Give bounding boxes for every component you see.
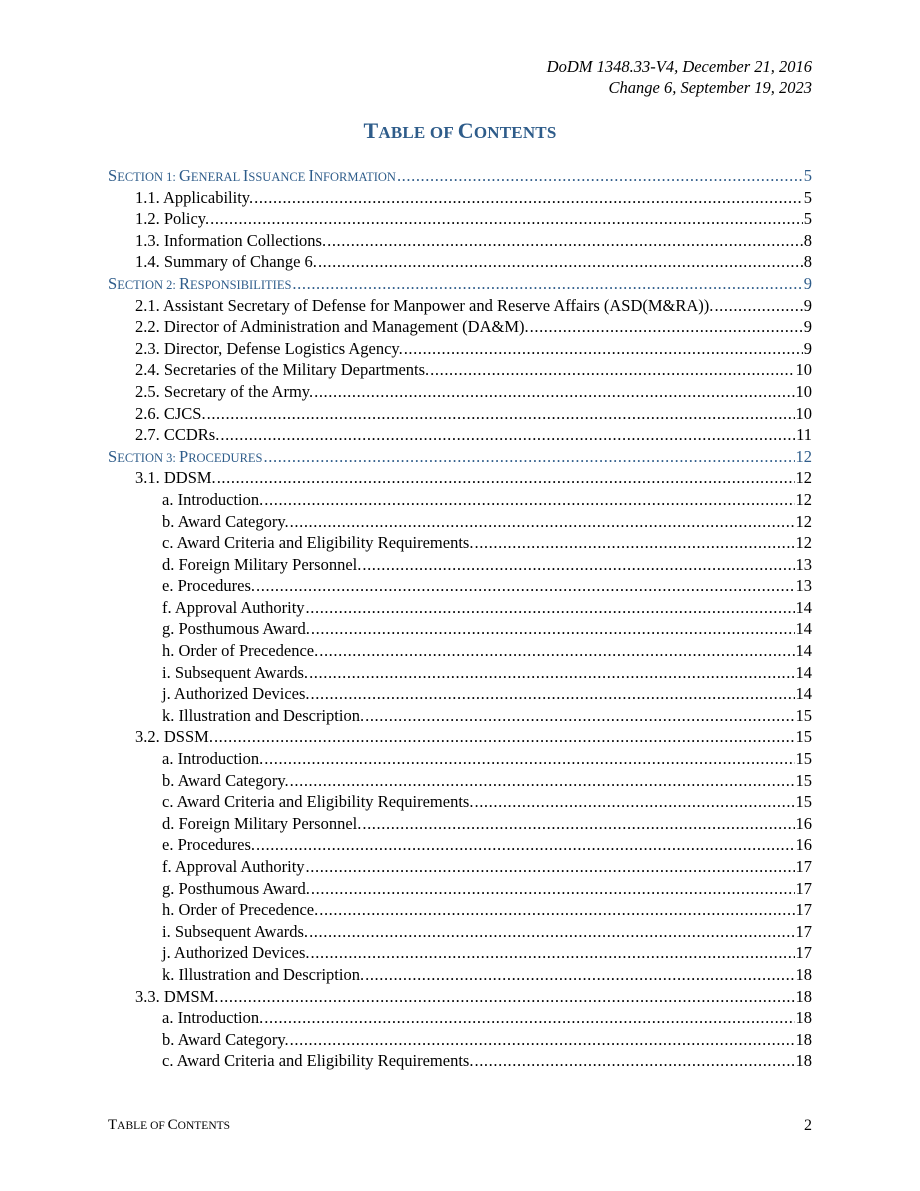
toc-page-number: 16 <box>795 813 812 833</box>
toc-subsection-link[interactable] <box>108 251 812 273</box>
toc-subsection-link[interactable] <box>108 986 812 1008</box>
toc-entry-label: 1.2. Policy. <box>135 209 210 229</box>
toc-paragraph-link[interactable] <box>108 834 812 856</box>
toc-page-number: 12 <box>795 489 812 509</box>
toc-page-number: 14 <box>795 597 812 617</box>
toc-dot-leader <box>264 489 794 511</box>
toc-entry-label: 1.3. Information Collections. <box>135 230 327 250</box>
toc-paragraph-link[interactable] <box>108 662 812 684</box>
toc-dot-leader <box>309 662 794 684</box>
toc-dot-leader <box>474 791 794 813</box>
toc-dot-leader <box>314 381 794 403</box>
footer-small-caps: ABLE OF <box>117 1120 168 1132</box>
toc-entry-label: j. Authorized Devices. <box>162 943 310 963</box>
toc-page-number: 9 <box>803 273 812 293</box>
toc-paragraph-link[interactable] <box>108 618 812 640</box>
toc-paragraph-link[interactable] <box>108 748 812 770</box>
toc-entry-label: 2.2. Director of Administration and Management (DA&M). <box>135 317 529 337</box>
toc-entry-label: a. Introduction. <box>162 749 264 769</box>
toc-entry-label: i. Subsequent Awards. <box>162 921 309 941</box>
document-header <box>547 56 812 98</box>
toc-page-number: 10 <box>795 403 812 423</box>
toc-entry-label: 2.4. Secretaries of the Military Departments. <box>135 360 430 380</box>
toc-page-number: 10 <box>795 360 812 380</box>
toc-subsection-link[interactable] <box>108 359 812 381</box>
toc-paragraph-link[interactable] <box>108 856 812 878</box>
toc-dot-leader <box>530 316 803 338</box>
footer-cap: C <box>167 1117 178 1133</box>
toc-entry-label: b. Award Category. <box>162 1029 289 1049</box>
toc-page-number: 12 <box>795 511 812 531</box>
toc-subsection-link[interactable] <box>108 424 812 446</box>
toc-dot-leader <box>264 748 794 770</box>
toc-page-number: 5 <box>803 166 812 185</box>
footer-section-label <box>108 1117 230 1134</box>
toc-page-number: 13 <box>795 554 812 574</box>
toc-entry-label: b. Award Category. <box>162 770 289 790</box>
toc-page-number: 5 <box>803 209 812 229</box>
toc-subsection-link[interactable] <box>108 316 812 338</box>
toc-section-link[interactable] <box>108 273 812 295</box>
toc-entry-label: h. Order of Precedence. <box>162 641 319 661</box>
toc-paragraph-link[interactable] <box>108 791 812 813</box>
toc-dot-leader <box>327 230 803 252</box>
toc-entry-label: j. Authorized Devices. <box>162 684 310 704</box>
toc-dot-leader <box>474 1050 794 1072</box>
toc-entry-label: SECTION 2: RESPONSIBILITIES <box>108 273 292 293</box>
toc-entry-label: b. Award Category. <box>162 511 289 531</box>
toc-paragraph-link[interactable] <box>108 1029 812 1051</box>
toc-entry-label: c. Award Criteria and Eligibility Requirements. <box>162 792 474 812</box>
toc-dot-leader <box>210 208 803 230</box>
toc-paragraph-link[interactable] <box>108 640 812 662</box>
toc-entry-label: f. Approval Authority <box>162 597 305 617</box>
toc-dot-leader <box>219 986 794 1008</box>
toc-dot-leader <box>292 273 802 295</box>
toc-dot-leader <box>318 251 803 273</box>
toc-paragraph-link[interactable] <box>108 899 812 921</box>
toc-dot-leader <box>207 403 795 425</box>
toc-entry-label: c. Award Criteria and Eligibility Requirements. <box>162 1051 474 1071</box>
toc-page-number: 15 <box>795 792 812 812</box>
toc-page-number: 18 <box>795 964 812 984</box>
toc-entry-label: 2.1. Assistant Secretary of Defense for Manpower and Reserve Affairs (ASD(M&RA)). <box>135 295 714 315</box>
toc-entry-label: SECTION 1: GENERAL ISSUANCE INFORMATION <box>108 166 396 185</box>
toc-dot-leader <box>256 575 794 597</box>
toc-dot-leader <box>290 770 795 792</box>
toc-page-number: 8 <box>803 230 812 250</box>
toc-page-number: 8 <box>803 252 812 272</box>
toc-page-number: 17 <box>795 900 812 920</box>
toc-dot-leader <box>264 1007 794 1029</box>
header-directive-line: DoDM 1348.33-V4, December 21, 2016 <box>546 57 812 76</box>
toc-paragraph-link[interactable] <box>108 921 812 943</box>
toc-paragraph-link[interactable] <box>108 489 812 511</box>
toc-page-number: 15 <box>795 770 812 790</box>
toc-page-number: 9 <box>803 295 812 315</box>
toc-page-number: 18 <box>795 986 812 1006</box>
toc-section-link[interactable] <box>108 446 812 468</box>
toc-entry-label: 3.2. DSSM. <box>135 727 213 747</box>
toc-page-number: 9 <box>803 317 812 337</box>
toc-subsection-link[interactable] <box>108 381 812 403</box>
toc-page-number: 12 <box>795 446 812 466</box>
toc-page-number: 14 <box>795 641 812 661</box>
toc-page-number: 15 <box>795 727 812 747</box>
toc-page-number: 18 <box>795 1008 812 1028</box>
toc-entry-label: f. Approval Authority <box>162 857 305 876</box>
toc-page-number: 14 <box>795 684 812 704</box>
toc-page-number: 18 <box>795 1051 812 1071</box>
toc-paragraph-link[interactable] <box>108 511 812 533</box>
toc-entry-label: k. Illustration and Description. <box>162 705 365 725</box>
footer-small-caps: ONTENTS <box>177 1120 231 1132</box>
toc-entry-label: d. Foreign Military Personnel. <box>162 813 362 833</box>
toc-entry-label: g. Posthumous Award. <box>162 619 310 639</box>
toc-page-number: 13 <box>795 576 812 596</box>
header-change-line: Change 6, September 19, 2023 <box>608 78 812 97</box>
toc-paragraph-link[interactable] <box>108 878 812 900</box>
toc-page-number: 12 <box>795 533 812 553</box>
toc-entry-label: k. Illustration and Description. <box>162 964 365 984</box>
document-footer <box>108 1117 812 1139</box>
toc-dot-leader <box>220 424 795 446</box>
title-small-caps: ONTENTS <box>473 123 557 142</box>
toc-section-link[interactable] <box>108 165 812 187</box>
toc-entry-label: d. Foreign Military Personnel. <box>162 554 362 574</box>
toc-entry-label: 3.3. DMSM. <box>135 986 219 1006</box>
toc-paragraph-link[interactable] <box>108 683 812 705</box>
toc-page-number: 17 <box>795 921 812 941</box>
toc-dot-leader <box>430 359 794 381</box>
toc-paragraph-link[interactable] <box>108 942 812 964</box>
toc-entry-label: a. Introduction. <box>162 1008 264 1028</box>
toc-page-number: 12 <box>795 468 812 488</box>
toc-dot-leader <box>254 187 803 209</box>
toc-subsection-link[interactable] <box>108 338 812 360</box>
toc-page-number: 15 <box>795 749 812 769</box>
toc-page-number: 9 <box>803 338 812 358</box>
toc-entry-label: e. Procedures. <box>162 835 256 855</box>
toc-dot-leader <box>319 899 794 921</box>
toc-page-number: 17 <box>795 943 812 963</box>
page-number: 2 <box>804 1117 812 1134</box>
toc-entry-label: 2.5. Secretary of the Army. <box>135 381 314 401</box>
toc-dot-leader <box>474 532 794 554</box>
toc-dot-leader <box>309 921 794 943</box>
toc-dot-leader <box>214 726 795 748</box>
toc-paragraph-link[interactable] <box>108 964 812 986</box>
toc-dot-leader <box>290 511 795 533</box>
toc-paragraph-link[interactable] <box>108 575 812 597</box>
toc-dot-leader <box>264 446 795 468</box>
toc-entry-label: a. Introduction. <box>162 489 264 509</box>
title-cap-t: T <box>363 118 379 143</box>
toc-page-number: 17 <box>795 857 812 876</box>
toc-dot-leader <box>365 964 794 986</box>
toc-dot-leader <box>311 942 795 964</box>
toc-subsection-link[interactable] <box>108 295 812 317</box>
toc-dot-leader <box>362 813 794 835</box>
toc-page-number: 15 <box>795 705 812 725</box>
toc-dot-leader <box>290 1029 795 1051</box>
toc-page-number: 14 <box>795 662 812 682</box>
toc-dot-leader <box>311 618 795 640</box>
toc-subsection-link[interactable] <box>108 467 812 489</box>
toc-entry-label: 2.7. CCDRs. <box>135 425 220 445</box>
title-small-caps: ABLE OF <box>378 123 458 142</box>
title-cap-c: C <box>457 118 474 143</box>
toc-paragraph-link[interactable] <box>108 597 812 619</box>
toc-entry-label: 3.1. DDSM. <box>135 468 216 488</box>
toc-entry-label: i. Subsequent Awards. <box>162 662 309 682</box>
toc-dot-leader <box>319 640 794 662</box>
toc-entry-label: 2.3. Director, Defense Logistics Agency. <box>135 338 403 358</box>
page-title <box>0 118 920 144</box>
toc-entry-label: g. Posthumous Award. <box>162 878 310 898</box>
toc-entry-label: c. Award Criteria and Eligibility Requirements. <box>162 533 474 553</box>
toc-subsection-link[interactable] <box>108 230 812 252</box>
toc-page-number: 17 <box>795 878 812 898</box>
toc-dot-leader <box>306 597 795 619</box>
toc-dot-leader <box>365 705 794 727</box>
table-of-contents <box>108 165 812 1072</box>
toc-dot-leader <box>362 554 794 576</box>
toc-dot-leader <box>311 683 795 705</box>
toc-paragraph-link[interactable] <box>108 770 812 792</box>
toc-paragraph-link[interactable] <box>108 813 812 835</box>
toc-subsection-link[interactable] <box>108 208 812 230</box>
toc-subsection-link[interactable] <box>108 187 812 209</box>
toc-dot-leader <box>404 338 803 360</box>
toc-paragraph-link[interactable] <box>108 1007 812 1029</box>
toc-dot-leader <box>256 834 794 856</box>
toc-entry-label: e. Procedures. <box>162 576 256 596</box>
toc-dot-leader <box>306 856 795 878</box>
toc-page-number: 11 <box>796 425 812 445</box>
toc-entry-label: SECTION 3: PROCEDURES <box>108 446 263 466</box>
footer-cap: T <box>108 1117 118 1133</box>
toc-subsection-link[interactable] <box>108 726 812 748</box>
toc-paragraph-link[interactable] <box>108 705 812 727</box>
toc-entry-label: h. Order of Precedence. <box>162 900 319 920</box>
toc-entry-label: 2.6. CJCS. <box>135 403 206 423</box>
toc-dot-leader <box>397 165 803 187</box>
toc-page-number: 14 <box>795 619 812 639</box>
toc-page-number: 10 <box>795 381 812 401</box>
toc-page-number: 5 <box>803 187 812 207</box>
toc-entry-label: 1.1. Applicability. <box>135 187 254 207</box>
toc-paragraph-link[interactable] <box>108 1050 812 1072</box>
toc-paragraph-link[interactable] <box>108 554 812 576</box>
toc-dot-leader <box>311 878 795 900</box>
toc-dot-leader <box>217 467 795 489</box>
toc-page-number: 18 <box>795 1029 812 1049</box>
toc-paragraph-link[interactable] <box>108 532 812 554</box>
toc-dot-leader <box>714 295 802 317</box>
toc-entry-label: 1.4. Summary of Change 6. <box>135 252 317 272</box>
toc-page-number: 16 <box>795 835 812 855</box>
toc-subsection-link[interactable] <box>108 403 812 425</box>
